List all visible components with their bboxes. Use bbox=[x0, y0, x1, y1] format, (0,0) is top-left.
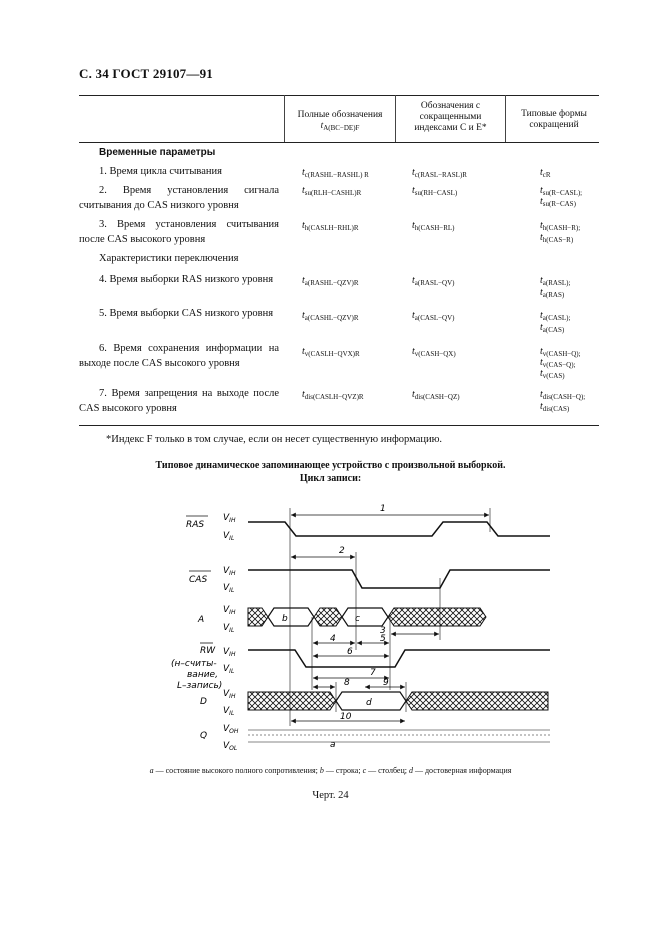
cas-vil-label: $V_{IL}$ bbox=[223, 583, 235, 594]
section-switch: Характеристики переключения bbox=[99, 253, 239, 264]
r6-full: $t_{v(CASLH-QVX)R}$ bbox=[302, 346, 360, 358]
cas-vih-label: $V_{IH}$ bbox=[223, 566, 236, 577]
figure-legend: a — состояние высокого полного сопротивления; b — строка; c — столбец; d — достоверная информация bbox=[149, 766, 512, 775]
interval-5-label: 5 bbox=[380, 634, 386, 644]
cas-waveform bbox=[248, 570, 550, 588]
rw-note-3: L–запись) bbox=[177, 681, 223, 691]
r1-typ: $t_{cR}$ bbox=[540, 167, 551, 179]
d-waveform bbox=[248, 692, 548, 710]
interval-4-label: 4 bbox=[330, 634, 336, 644]
rw-vil-label: $V_{IL}$ bbox=[223, 664, 235, 675]
interval-3-label: 3 bbox=[380, 626, 386, 636]
r3-typ1: $t_{h(CASH-R);}$ bbox=[540, 220, 581, 232]
row-1-text: 1. Время цикла считывания bbox=[99, 166, 222, 177]
figure-title-1: Типовое динамическое запоминающее устройство с произвольной выборкой. bbox=[155, 460, 506, 471]
interval-9-label: 9 bbox=[383, 678, 389, 688]
r6-typ3: $t_{v(CAS)}$ bbox=[540, 368, 565, 380]
col3-header: Типовые формы сокращений bbox=[521, 109, 587, 130]
signal-rw: RW bbox=[200, 646, 216, 656]
signal-ras: RAS bbox=[186, 520, 205, 530]
r7-short: $t_{dis(CASH-QZ)}$ bbox=[412, 389, 460, 401]
col-divider-3 bbox=[505, 95, 506, 142]
ras-waveform bbox=[248, 522, 550, 536]
ras-vil-label: $V_{IL}$ bbox=[223, 531, 235, 542]
figure-title-2: Цикл записи: bbox=[299, 473, 362, 484]
footnote: *Индекс F только в том случае, если он несет существенную информацию. bbox=[106, 434, 443, 445]
interval-1-label: 1 bbox=[380, 504, 386, 514]
r6-typ2: $t_{v(CAS-Q);}$ bbox=[540, 357, 576, 369]
r5-full: $t_{a(CASHL-QZV)R}$ bbox=[302, 310, 359, 322]
d-vih-label: $V_{IH}$ bbox=[223, 689, 236, 700]
rw-note-1: (н–считы- bbox=[171, 659, 217, 669]
cell-c: c bbox=[355, 614, 360, 624]
rw-note-2: вание, bbox=[187, 670, 218, 680]
r4-typ2: $t_{a(RAS)}$ bbox=[540, 287, 565, 299]
signal-a: A bbox=[198, 615, 205, 625]
q-vol-label: $V_{OL}$ bbox=[223, 741, 238, 752]
table-header-rule bbox=[79, 142, 599, 143]
row-2-text: 2. Время установления сигнала считывания до CAS низкого уровня bbox=[79, 185, 279, 211]
r7-typ2: $t_{dis(CAS)}$ bbox=[540, 401, 570, 413]
r7-typ1: $t_{dis(CASH-Q);}$ bbox=[540, 389, 586, 401]
rw-vih-label: $V_{IH}$ bbox=[223, 647, 236, 658]
page-header: С. 34 ГОСТ 29107—91 bbox=[79, 66, 213, 81]
timing-diagram bbox=[0, 490, 661, 765]
q-waveform bbox=[248, 730, 550, 750]
r2-short: $t_{su(RH-CASL)}$ bbox=[412, 185, 458, 197]
signal-d: D bbox=[200, 697, 207, 707]
rw-waveform bbox=[248, 650, 550, 667]
a-vil-label: $V_{IL}$ bbox=[223, 623, 235, 634]
figure-caption: Черт. 24 bbox=[312, 790, 349, 801]
r2-typ1: $t_{su(R-CASL);}$ bbox=[540, 185, 583, 197]
signal-q: Q bbox=[200, 731, 208, 741]
interval-7-label: 7 bbox=[370, 668, 376, 678]
row-3-text: 3. Время установления считывания после CAS высокого уровня bbox=[79, 219, 280, 245]
interval-2-label: 2 bbox=[339, 546, 345, 556]
section-timing: Временные параметры bbox=[99, 147, 216, 158]
row-6-text: 6. Время сохранения информации на выходе после CAS высокого уровня bbox=[79, 343, 279, 369]
r5-typ1: $t_{a(CASL);}$ bbox=[540, 310, 571, 322]
r3-typ2: $t_{h(CAS-R)}$ bbox=[540, 232, 574, 244]
interval-6-label: 6 bbox=[347, 647, 353, 657]
r6-short: $t_{v(CASH-QX)}$ bbox=[412, 346, 456, 358]
r2-typ2: $t_{su(R-CAS)}$ bbox=[540, 196, 576, 208]
r4-full: $t_{a(RASHL-QZV)R}$ bbox=[302, 275, 359, 287]
r3-short: $t_{h(CASH-RL)}$ bbox=[412, 220, 455, 232]
signal-cas: CAS bbox=[189, 575, 208, 585]
table-top-rule bbox=[79, 95, 599, 96]
a-vih-label: $V_{IH}$ bbox=[223, 605, 236, 616]
signal-labels bbox=[171, 516, 222, 741]
cell-a: a bbox=[330, 740, 336, 750]
r5-typ2: $t_{a(CAS)}$ bbox=[540, 322, 565, 334]
col1-header: Полные обозначения $t_{A(BC-DE)F}$ bbox=[297, 110, 383, 132]
r1-full: $t_{c(RASHL-RASHL) R}$ bbox=[302, 167, 369, 179]
r7-full: $t_{dis(CASLH-QVZ)R}$ bbox=[302, 389, 364, 401]
r4-typ1: $t_{a(RASL);}$ bbox=[540, 275, 571, 287]
r6-typ1: $t_{v(CASH-Q);}$ bbox=[540, 346, 581, 358]
ras-vih-label: $V_{IH}$ bbox=[223, 513, 236, 524]
table-bottom-rule bbox=[79, 425, 599, 426]
r5-short: $t_{a(CASL-QV)}$ bbox=[412, 310, 455, 322]
a-waveform bbox=[248, 608, 486, 626]
level-labels bbox=[223, 513, 239, 752]
col-divider-2 bbox=[395, 95, 396, 142]
row-5-text: 5. Время выборки CAS низкого уровня bbox=[99, 308, 274, 319]
r3-full: $t_{h(CASLH-RHL)R}$ bbox=[302, 220, 359, 232]
r4-short: $t_{a(RASL-QV)}$ bbox=[412, 275, 455, 287]
r1-short: $t_{c(RASL-RASL)R}$ bbox=[412, 167, 467, 179]
cell-d: d bbox=[366, 698, 372, 708]
interval-8-label: 8 bbox=[344, 678, 350, 688]
col2-header: Обозначения с сокращенными индексами С и Е* bbox=[414, 101, 487, 133]
col-divider-1 bbox=[284, 95, 285, 142]
interval-10-label: 10 bbox=[340, 712, 352, 722]
row-7-text: 7. Время запрещения на выходе после CAS высокого уровня bbox=[79, 388, 280, 414]
row-4-text: 4. Время выборки RAS низкого уровня bbox=[99, 274, 274, 285]
d-vil-label: $V_{IL}$ bbox=[223, 706, 235, 717]
q-voh-label: $V_{OH}$ bbox=[223, 724, 239, 735]
r2-full: $t_{su(RLH-CASHL)R}$ bbox=[302, 185, 362, 197]
cell-b: b bbox=[282, 614, 288, 624]
